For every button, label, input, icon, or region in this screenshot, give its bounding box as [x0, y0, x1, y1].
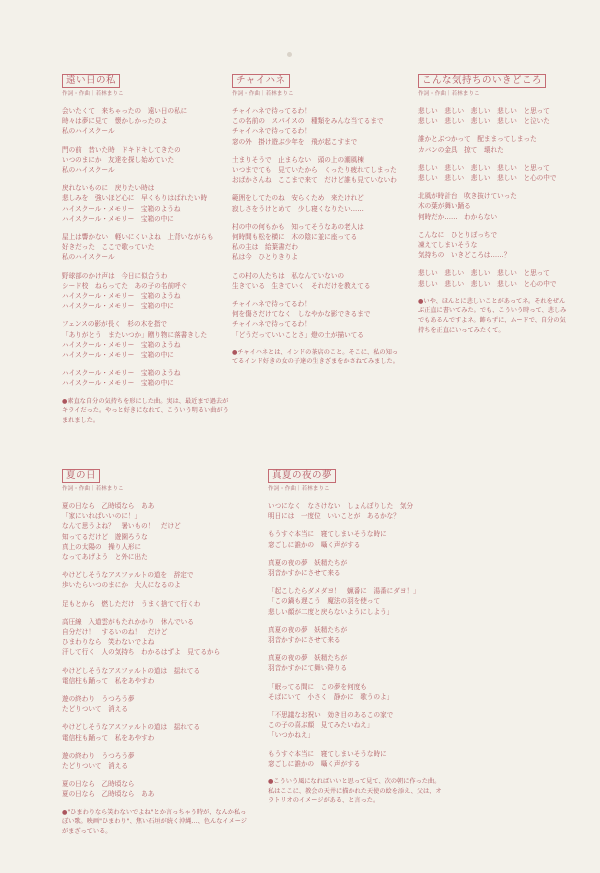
song-block-konna-kimochi: [418, 68, 570, 335]
lyric-stanza: [62, 106, 232, 137]
song-credit: 作詞・作曲｜若林まりこ: [62, 486, 124, 492]
song-lyrics: [268, 501, 443, 769]
song-title: こんな気持ちのいきどころ: [418, 74, 546, 88]
lyric-stanza: [62, 319, 232, 360]
lyric-line: 遊の終わり うつろう夢: [62, 695, 135, 704]
lyric-line: そばにいて 小さく 静かに 歌うのよ」: [268, 692, 394, 701]
lyric-stanza: [268, 682, 443, 702]
song-note: ●"ひまわりなら笑わないでよね"とか言っちゃう時が、なんか私っぽい歌。映画"ひまわり"、焦い石垣が続く沖縄…、色んなイメージがまざっている。: [62, 808, 247, 835]
lyric-line: 戻れないものに 戻りたい時は: [62, 184, 155, 193]
lyric-stanza: [62, 617, 252, 658]
lyric-line: 電信柱も踊って 私をあやすわ: [62, 733, 155, 742]
lyric-line: いつのまにか 友達を探し始めていた: [62, 155, 175, 164]
lyric-stanza: [62, 599, 252, 609]
lyric-line: 悲しい 悲しい 悲しい 悲しい と思って: [418, 163, 550, 172]
song-block-chaihane: [232, 68, 402, 367]
lyric-line: ハイスクール・メモリー 宝箱の中に: [62, 214, 174, 223]
lyric-line: ハイスクール・メモリー 宝箱のようね: [62, 204, 181, 213]
lyric-line: 真夏の夜の夢 妖精たちが: [268, 558, 348, 567]
lyric-line: フェンスの影が長く 杉の木を指で: [62, 320, 167, 329]
song-block-manatsu-no-yoru-no-yume: [268, 463, 443, 806]
lyric-line: 遊の終わり うつろう夢: [62, 751, 135, 760]
lyric-line: 「ありがとう またいつか」贈り物に落書きした: [62, 330, 208, 339]
lyric-stanza: [418, 163, 570, 183]
lyric-line: 村の中の何もかも 知ってそうなあの老人は: [232, 222, 364, 231]
lyric-line: 夏の日なら 乙時頃なら: [62, 780, 135, 789]
lyric-stanza: [232, 155, 402, 186]
lyric-line: 真夏の夜の夢 妖精たちが: [268, 625, 348, 634]
song-note: ●素直な自分の気持ちを形にした曲。実は、最近まで過去がキライだった。やっと好きになれて、こういう明るい曲がうまれました。: [62, 397, 229, 424]
song-credit: 作詞・作曲｜若林まりこ: [418, 91, 480, 97]
lyric-stanza: [62, 570, 252, 590]
lyric-line: 好きだった ここで歌っていた: [62, 243, 155, 252]
lyric-stanza: [62, 666, 252, 686]
lyric-line: 何を傷さだけてなく しなやかな影できるまで: [232, 310, 371, 319]
lyric-line: 私の主は 給葉書だわ: [232, 243, 298, 252]
lyric-line: 羽音かすかにさせて来る: [268, 569, 341, 578]
song-credit: 作詞・作曲｜若林まりこ: [268, 486, 330, 492]
lyric-line: 気持ちの いきどころは……？: [418, 251, 511, 260]
lyric-line: ハイスクール・メモリー 宝箱の中に: [62, 351, 174, 360]
lyric-line: 高圧線 入道雲がもたれかかり 休んでいる: [62, 617, 194, 626]
lyric-line: ハイスクール・メモリー 宝箱の中に: [62, 302, 174, 311]
lyric-line: シード校 ねらってた あの子の名前呼ぐ: [62, 281, 188, 290]
song-title: 真夏の夜の夢: [268, 469, 336, 483]
lyric-stanza: [418, 268, 570, 288]
lyric-stanza: [268, 710, 443, 741]
song-block-natsu-no-hi: [62, 463, 252, 836]
lyric-line: 夏の日なら 乙時頃なら ああ: [62, 790, 155, 799]
lyric-stanza: [268, 749, 443, 769]
lyric-line: 時々は夢に見て 懐かしかったのよ: [62, 117, 168, 126]
lyric-stanza: [232, 222, 402, 263]
lyric-line: 私のハイスクール: [62, 253, 115, 262]
lyric-line: 寂しさをうけとめて 少し寝くなりたい……: [232, 204, 364, 213]
lyric-line: カバンの金具 掠て 壊れた: [418, 145, 504, 154]
lyric-stanza: [62, 779, 252, 799]
lyric-stanza: [418, 230, 570, 261]
lyric-line: 土まりそうで 止まらない 頭の上の潮風棟: [232, 155, 364, 164]
lyric-line: やけどしそうなアスファルトの道は 揺れてる: [62, 666, 201, 675]
lyric-stanza: [418, 106, 570, 126]
lyric-line: 「この鍋も遅こう 魔法の羽を使って: [268, 597, 381, 606]
lyric-line: 誰かとぶつかって 配ままってしまった: [418, 135, 537, 144]
song-credit: 作詞・作曲｜若林まりこ: [232, 91, 294, 97]
lyric-line: 木の葉が舞い踊る: [418, 202, 471, 211]
lyric-stanza: [268, 529, 443, 549]
lyric-line: ハイスクール・メモリー 宝箱のようね: [62, 369, 181, 378]
lyric-line: 悲しい 悲しい 悲しい 悲しい と思って: [418, 107, 550, 115]
lyric-stanza: [232, 193, 402, 213]
lyric-line: 汗して行く 人の気持ち わかるはずよ 見てるから: [62, 648, 221, 657]
lyric-line: 凍えてしまいそうな: [418, 241, 478, 250]
lyric-line: おばかさんね ここまで来て だけど誰も見ていないわ: [232, 176, 397, 185]
lyric-stanza: [62, 145, 232, 176]
lyric-line: 窓ごしに誰かの 囁く声がする: [268, 540, 361, 549]
lyric-line: 悲しい 悲しい 悲しい 悲しい と思って: [418, 269, 550, 278]
binder-hole: [287, 52, 292, 57]
lyric-stanza: [268, 558, 443, 578]
lyric-stanza: [62, 183, 232, 224]
lyric-line: 門の前 昔いた時 ドキドキしてきたの: [62, 145, 181, 154]
lyric-line: たどりついて 消える: [62, 762, 128, 771]
lyric-line: 何時だか…… わからない: [418, 212, 498, 221]
song-note: ●いや、ほんとに悲しいことがあってネ。それをぜんぶ正直に書いてみた。でも、こういう時って、悲しみでもあるんですよネ。飾らずに、ムードで、自分の気持ちを正直にいってみたくて。: [418, 297, 567, 334]
lyric-stanza: [62, 751, 252, 771]
lyric-line: 「どうだっていいことさ」燈の土が描いてる: [232, 330, 364, 339]
lyric-line: もうすぐ本当に 寝てしまいそうな時に: [268, 749, 387, 758]
lyric-line: チャイハネで待ってるわ！: [232, 320, 311, 329]
lyric-line: 悲しみを 強いほど心に 早くもりはばれたい時: [62, 194, 208, 203]
song-lyrics: [62, 106, 232, 389]
lyric-line: 電信柱も踊って 私をあやすわ: [62, 676, 155, 685]
lyric-line: 範囲をしてたのね 安らくため 来たけれど: [232, 194, 364, 203]
lyric-stanza: [268, 653, 443, 673]
lyric-line: 夏の日なら 乙時頃なら ああ: [62, 502, 155, 510]
lyric-stanza: [418, 134, 570, 154]
lyric-line: この村の人たちは 私なんていないの: [232, 271, 345, 280]
lyric-line: ひまわりなら 笑わないでよね: [62, 638, 155, 647]
lyric-line: やけどしそうなアスファルトの道を 辞定で: [62, 571, 194, 580]
lyric-line: 「眠ってる間に この夢を何度も: [268, 682, 367, 691]
lyric-stanza: [62, 722, 252, 742]
lyric-line: 自分だけ！ するいのね！ だけど: [62, 628, 168, 637]
lyric-line: 屋上は響かない 軽いにくいよね 上背いながらも: [62, 233, 214, 242]
lyric-line: 真夏の夜の夢 妖精たちが: [268, 654, 348, 663]
lyric-line: 野球部のかけ声は 今日に似合うわ: [62, 271, 168, 280]
lyric-line: 窓の外 掛け遊ぶ少年を 飛が起こすまで: [232, 137, 358, 146]
lyric-line: 明日には 一度位 いいことが あるかな？: [268, 512, 400, 521]
lyric-stanza: [62, 694, 252, 714]
song-note: ●こういう風になればいいと思って見て、次の朝に作った曲。私はここに、教会の天井に描かれた天使の絵を添え、父は、オラトリオのイメージがある、と言った。: [268, 778, 442, 805]
lyric-line: 足もとから 燃しただけ うまく捨てて行くわ: [62, 599, 201, 608]
lyric-line: ハイスクール・メモリー 宝箱のようね: [62, 292, 181, 301]
lyric-stanza: [418, 191, 570, 222]
lyric-line: 私のハイスクール: [62, 127, 115, 136]
lyric-line: いつになく なさけない しょんぼりした 気分: [268, 502, 414, 510]
lyric-line: 羽音かすかにて舞い降りる: [268, 664, 348, 673]
lyric-line: 真上の太陽の 操り人形に: [62, 542, 142, 551]
lyric-line: 私は今 ひとりきりよ: [232, 253, 298, 262]
lyric-line: 何時間も松を横に 木の陰に並に座ってる: [232, 233, 358, 242]
lyric-stanza: [62, 368, 232, 388]
lyric-line: こんなに ひとりぼっちで: [418, 230, 498, 239]
lyric-line: ハイスクール・メモリー 宝箱のようね: [62, 340, 181, 349]
lyric-line: 「いつかねえ」: [268, 731, 315, 740]
lyric-line: たどりついて 消える: [62, 705, 128, 714]
lyric-stanza: [268, 586, 443, 617]
lyric-line: この名前の スパイスの 種類をみんな当てるまで: [232, 117, 384, 126]
lyric-line: この子の喜ぶ顔 見てみたいねえ」: [268, 721, 374, 730]
lyric-stanza: [62, 271, 232, 312]
lyric-stanza: [62, 232, 232, 263]
lyric-line: 「不思議なお祝い 効き目のあるこの家で: [268, 711, 394, 720]
lyric-line: いつまでても 見ていたから くったり疲れてしまった: [232, 166, 397, 175]
song-title: 夏の日: [62, 469, 100, 483]
song-lyrics: [62, 501, 252, 800]
song-title: 遠い日の私: [62, 74, 120, 88]
lyric-stanza: [268, 625, 443, 645]
lyric-line: チャイハネで待ってるわ！: [232, 107, 311, 115]
lyric-stanza: [232, 106, 402, 147]
lyric-line: 会いたくて 来ちゃったの 遠い日の私に: [62, 107, 188, 115]
lyric-stanza: [232, 299, 402, 340]
lyric-line: なんて思うよね？ 暑いもの！ だけど: [62, 522, 181, 531]
lyric-line: 悲しい 悲しい 悲しい 悲しい と泣いた: [418, 117, 550, 126]
lyric-stanza: [62, 501, 252, 562]
song-note: ●チャイハネとは、インドの茶店のこと。そこに、私の知ってるインド好きの女の子達の生きざまをかさねてみました。: [232, 348, 399, 366]
lyric-line: 悲しい 悲しい 悲しい 悲しい と心の中で: [418, 174, 557, 183]
song-credit: 作詞・作曲｜若林まりこ: [62, 91, 124, 97]
lyric-stanza: [232, 271, 402, 291]
lyric-line: もうすぐ本当に 寝てしまいそうな時に: [268, 530, 387, 539]
lyric-line: 悲しい 悲しい 悲しい 悲しい と心の中で: [418, 279, 557, 288]
lyric-line: 羽音かすかにさせて来る: [268, 636, 341, 645]
lyric-line: 歩いたらいつのまにか 大人になるのよ: [62, 581, 181, 590]
lyric-line: なってあげよう と外に出た: [62, 553, 148, 562]
lyric-line: チャイハネで待ってるわ！: [232, 300, 311, 309]
song-lyrics: [232, 106, 402, 340]
lyric-line: 知ってるだけど 遊園ろうな: [62, 532, 148, 541]
lyric-line: 私のハイスクール: [62, 166, 115, 175]
lyric-line: 「起こしたらダメダヨ！ 蝋番に 湯番にダヨ！」: [268, 587, 420, 596]
lyric-line: 悲しい顔が二度と戻らないようにしよう」: [268, 607, 394, 616]
song-title: チャイハネ: [232, 74, 290, 88]
lyric-line: 窓ごしに誰かの 囁く声がする: [268, 759, 361, 768]
lyric-line: チャイハネで待ってるわ！: [232, 127, 311, 136]
lyric-line: やけどしそうなアスファルトの道は 揺れてる: [62, 723, 201, 732]
lyric-stanza: [268, 501, 443, 521]
lyric-line: 北風が時計台 吹き抜けていった: [418, 192, 517, 201]
lyric-line: ハイスクール・メモリー 宝箱の中に: [62, 379, 174, 388]
lyric-line: 「家にいればいいのに！」: [62, 512, 142, 521]
song-lyrics: [418, 106, 570, 289]
song-block-toi-hi-no-watashi: [62, 68, 232, 425]
lyric-line: 生きている 生きていく それだけを教えてる: [232, 281, 371, 290]
